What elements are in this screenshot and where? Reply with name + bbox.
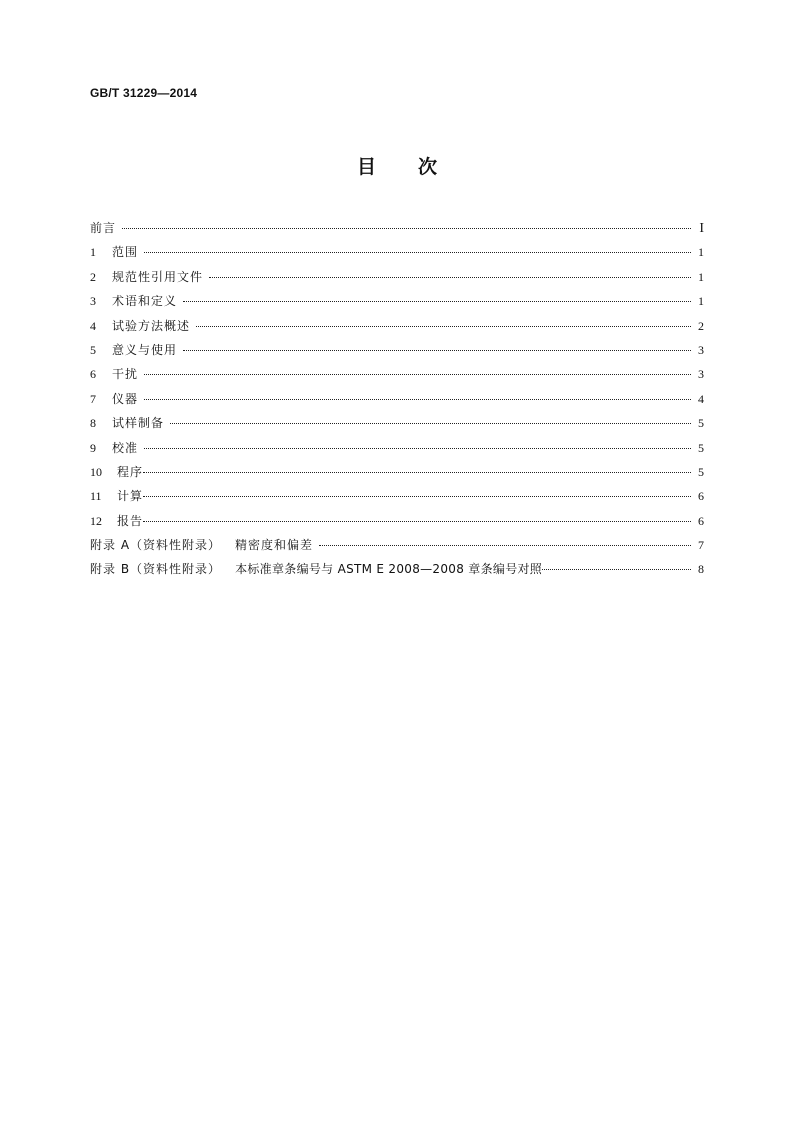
appendix-title: 精密度和偏差 <box>235 538 314 553</box>
toc-entry-label: 试验方法概述 <box>112 318 191 333</box>
toc-entry-number: 12 <box>90 513 102 528</box>
toc-entry-1[interactable] <box>90 240 704 264</box>
toc-entry-number: 8 <box>90 416 96 431</box>
toc-entry-12[interactable] <box>90 509 704 533</box>
toc-entry-number: 7 <box>90 391 96 406</box>
toc-entry-4[interactable] <box>90 314 704 338</box>
toc-entry-page: 5 <box>698 464 704 479</box>
dot-leader <box>144 374 691 375</box>
toc-entry-page: 3 <box>698 367 704 382</box>
toc-entry-page: 7 <box>698 538 704 553</box>
toc-entry-number: 2 <box>90 269 96 284</box>
toc-entry-number: 4 <box>90 318 96 333</box>
toc-entry-label: 试样制备 <box>112 416 165 431</box>
dot-leader <box>542 569 691 570</box>
toc-entry-appendix-a[interactable] <box>90 533 704 557</box>
toc-entry-number: 1 <box>90 245 96 260</box>
toc-entry-label: 校准 <box>112 440 139 455</box>
toc-entry-page: 4 <box>698 391 704 406</box>
dot-leader <box>170 423 691 424</box>
toc-entry-label: 规范性引用文件 <box>112 269 204 284</box>
table-of-contents <box>90 216 704 582</box>
toc-entry-7[interactable] <box>90 387 704 411</box>
toc-entry-label: 意义与使用 <box>112 342 178 357</box>
toc-entry-number: 10 <box>90 464 102 479</box>
toc-entry-page: 1 <box>698 269 704 284</box>
toc-entry-appendix-b[interactable] <box>90 557 704 581</box>
toc-entry-8[interactable] <box>90 411 704 435</box>
toc-entry-number: 6 <box>90 367 96 382</box>
toc-entry-label: 干扰 <box>112 367 139 382</box>
standard-code: GB/T 31229—2014 <box>90 86 198 100</box>
toc-entry-page: 3 <box>698 342 704 357</box>
toc-entry-page: I <box>699 221 704 236</box>
dot-leader <box>144 399 691 400</box>
dot-leader <box>183 301 691 302</box>
toc-entry-label: 报告 <box>117 513 144 528</box>
dot-leader <box>319 545 691 546</box>
dot-leader <box>143 521 691 522</box>
dot-leader <box>196 326 691 327</box>
toc-entry-page: 6 <box>698 489 704 504</box>
toc-entry-foreword[interactable] <box>90 216 704 240</box>
toc-entry-2[interactable] <box>90 265 704 289</box>
toc-entry-label: 仪器 <box>112 391 139 406</box>
appendix-prefix: 附录 A（资料性附录） <box>90 538 222 553</box>
toc-entry-10[interactable] <box>90 460 704 484</box>
dot-leader <box>143 496 691 497</box>
toc-entry-page: 5 <box>698 416 704 431</box>
toc-entry-label: 术语和定义 <box>112 294 178 309</box>
toc-entry-page: 2 <box>698 318 704 333</box>
toc-entry-page: 6 <box>698 513 704 528</box>
dot-leader <box>144 448 691 449</box>
dot-leader <box>143 472 691 473</box>
toc-entry-3[interactable] <box>90 289 704 313</box>
page-title: 目次 <box>356 156 479 178</box>
toc-entry-page: 1 <box>698 245 704 260</box>
toc-entry-number: 11 <box>90 489 102 504</box>
dot-leader <box>122 228 691 229</box>
toc-entry-11[interactable] <box>90 484 704 508</box>
toc-entry-page: 1 <box>698 294 704 309</box>
toc-entry-label: 计算 <box>117 489 144 504</box>
toc-entry-9[interactable] <box>90 436 704 460</box>
toc-entry-label: 范围 <box>112 245 139 260</box>
toc-entry-page: 5 <box>698 440 704 455</box>
appendix-prefix: 附录 B（资料性附录） <box>90 562 222 577</box>
toc-entry-6[interactable] <box>90 362 704 386</box>
dot-leader <box>183 350 691 351</box>
toc-entry-label: 前言 <box>90 221 117 235</box>
toc-entry-page: 8 <box>698 562 704 577</box>
appendix-title: 本标准章条编号与 ASTM E 2008—2008 章条编号对照 <box>235 562 543 577</box>
toc-entry-number: 3 <box>90 294 96 309</box>
toc-entry-label: 程序 <box>117 464 144 479</box>
toc-entry-number: 5 <box>90 342 96 357</box>
toc-entry-number: 9 <box>90 440 96 455</box>
dot-leader <box>144 252 691 253</box>
dot-leader <box>209 277 691 278</box>
toc-entry-5[interactable] <box>90 338 704 362</box>
